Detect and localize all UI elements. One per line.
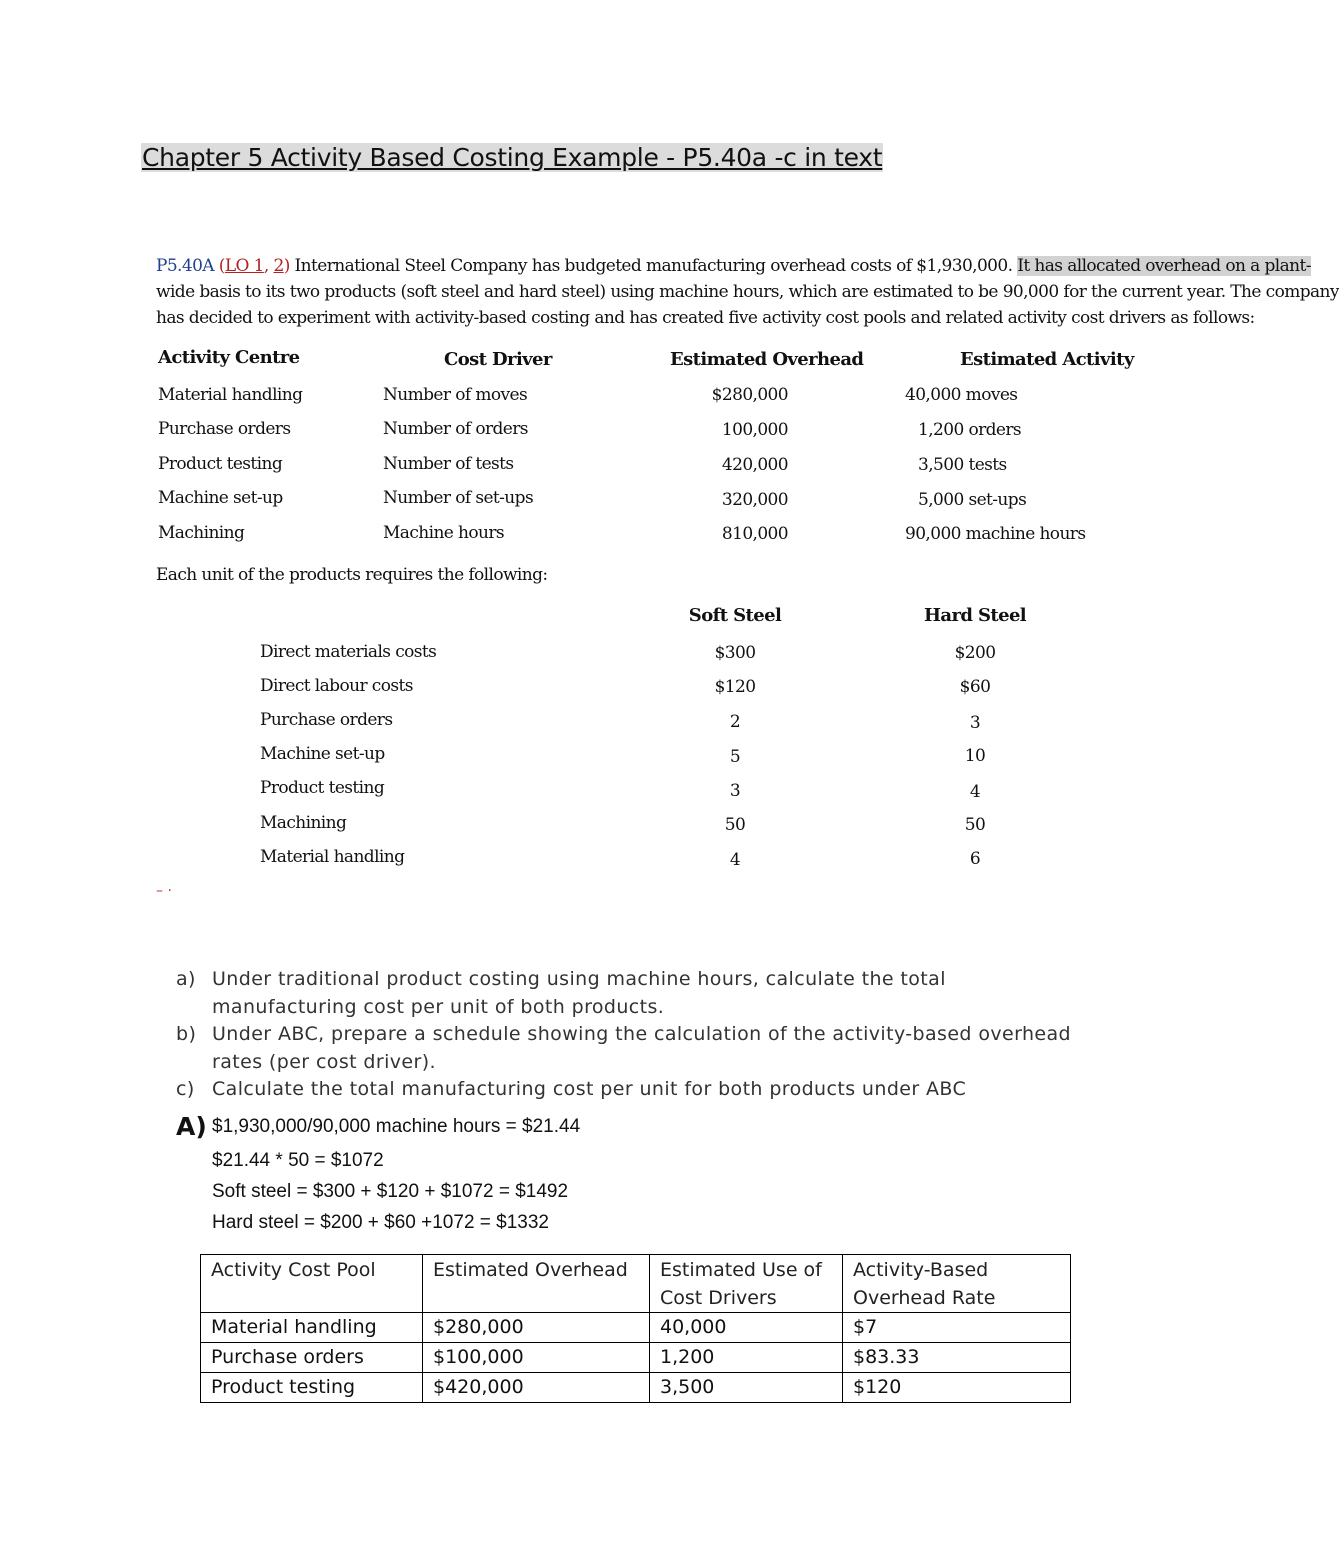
estimated-activity: 40,000 moves	[905, 385, 1018, 405]
cost-driver: Number of orders	[383, 419, 528, 439]
activity-name: Machining	[158, 523, 245, 543]
soft-steel-value: 2	[729, 712, 741, 732]
requirement-name: Direct labour costs	[260, 676, 413, 696]
estimated-overhead: 810,000	[721, 524, 788, 544]
hard-steel-value: 6	[969, 849, 981, 869]
header-cell: Estimated Use of Cost Drivers	[650, 1255, 843, 1313]
table-cell: 40,000	[650, 1313, 843, 1343]
cost-driver: Machine hours	[383, 523, 505, 543]
questions-list	[176, 966, 1072, 1104]
page-title: Chapter 5 Activity Based Costing Example - P5.40a -c in text	[142, 143, 883, 172]
requirement-name: Purchase orders	[260, 710, 393, 730]
highlighted-text: It has allocated overhead on a plant-	[1017, 256, 1311, 276]
hard-steel-value: 50	[964, 815, 986, 835]
soft-steel-value: 5	[729, 747, 741, 767]
table-cell: $420,000	[423, 1373, 650, 1403]
question-label: c)	[176, 1078, 195, 1100]
requirement-name: Machine set-up	[260, 744, 385, 764]
estimated-activity: 3,500 tests	[918, 455, 1007, 475]
estimated-overhead: 420,000	[721, 455, 788, 475]
answer-line: $1,930,000/90,000 machine hours = $21.44	[212, 1116, 581, 1137]
soft-steel-value: 50	[724, 815, 746, 835]
cost-driver: Number of tests	[383, 454, 514, 474]
problem-line-3: has decided to experiment with activity-based costing and has created five activity cost pools and related activity cost drivers as follows:	[156, 308, 1255, 328]
question-text: Calculate the total manufacturing cost per unit for both products under ABC	[212, 1078, 967, 1100]
hard-steel-value: 10	[964, 746, 986, 766]
col-header-estimated-overhead: Estimated Overhead	[670, 349, 864, 370]
estimated-overhead: $280,000	[711, 385, 788, 405]
table-cell: 3,500	[650, 1373, 843, 1403]
soft-steel-value: $300	[714, 643, 756, 663]
col-header-soft-steel: Soft Steel	[688, 605, 782, 626]
estimated-overhead: 100,000	[721, 420, 788, 440]
problem-text: International Steel Company has budgeted manufacturing overhead costs of $1,930,000.	[289, 256, 1018, 276]
question-c	[176, 1076, 1072, 1104]
col-header-estimated-activity: Estimated Activity	[960, 349, 1134, 370]
activity-name: Material handling	[158, 385, 303, 405]
estimated-activity: 5,000 set-ups	[918, 490, 1027, 510]
soft-steel-value: 3	[729, 781, 741, 801]
table-cell: 1,200	[650, 1343, 843, 1373]
col-header-cost-driver: Cost Driver	[444, 349, 552, 370]
answer-line: $21.44 * 50 = $1072	[212, 1150, 384, 1171]
each-unit-text: Each unit of the products requires the following:	[156, 565, 548, 585]
question-text: Under ABC, prepare a schedule showing the calculation of the activity-based overhead rates (per cost driver).	[212, 1023, 1071, 1073]
hard-steel-value: $60	[959, 677, 991, 697]
soft-steel-value: $120	[714, 677, 756, 697]
hard-steel-value: $200	[954, 643, 996, 663]
answer-line: Hard steel = $200 + $60 +1072 = $1332	[212, 1212, 549, 1233]
hard-steel-value: 3	[969, 713, 981, 733]
table-cell: Purchase orders	[201, 1343, 423, 1373]
requirement-name: Material handling	[260, 847, 405, 867]
red-mark: – ·	[156, 883, 172, 899]
estimated-activity: 90,000 machine hours	[905, 524, 1086, 544]
problem-intro	[156, 253, 1339, 331]
table-cell: $83.33	[843, 1343, 1071, 1373]
hard-steel-value: 4	[969, 782, 981, 802]
answer-a	[176, 1112, 876, 1242]
header-cell: Activity-Based Overhead Rate	[843, 1255, 1071, 1313]
table-cell: $7	[843, 1313, 1071, 1343]
table-cell: Material handling	[201, 1313, 423, 1343]
col-header-hard-steel: Hard Steel	[923, 605, 1027, 626]
activity-name: Purchase orders	[158, 419, 291, 439]
problem-line-2: wide basis to its two products (soft steel and hard steel) using machine hours, which are estimated to be 90,000 for the current year. The company	[156, 282, 1339, 302]
cost-driver: Number of moves	[383, 385, 528, 405]
cost-driver: Number of set-ups	[383, 488, 534, 508]
header-cell: Activity Cost Pool	[201, 1255, 423, 1313]
estimated-activity: 1,200 orders	[918, 420, 1022, 440]
question-label: a)	[176, 968, 196, 990]
requirement-name: Direct materials costs	[260, 642, 437, 662]
estimated-overhead: 320,000	[721, 490, 788, 510]
table-row	[201, 1313, 1071, 1343]
question-text: Under traditional product costing using machine hours, calculate the total manufacturing cost per unit of both products.	[212, 968, 946, 1018]
answer-line: Soft steel = $300 + $120 + $1072 = $1492	[212, 1181, 569, 1202]
requirement-name: Product testing	[260, 778, 385, 798]
table-row	[201, 1343, 1071, 1373]
soft-steel-value: 4	[729, 850, 741, 870]
answer-label: A)	[176, 1112, 207, 1141]
table-header-row	[201, 1255, 1071, 1313]
table-row	[201, 1373, 1071, 1403]
problem-line-1	[156, 253, 1311, 279]
problem-id: P5.40A	[156, 256, 214, 276]
question-a	[176, 966, 1072, 1021]
learning-objectives: (LO 1, 2)	[218, 256, 290, 276]
table-cell: $100,000	[423, 1343, 650, 1373]
table-cell: $280,000	[423, 1313, 650, 1343]
table-cell: Product testing	[201, 1373, 423, 1403]
question-label: b)	[176, 1023, 197, 1045]
activity-name: Machine set-up	[158, 488, 283, 508]
activity-name: Product testing	[158, 454, 283, 474]
question-b	[176, 1021, 1072, 1076]
col-header-activity-centre: Activity Centre	[158, 347, 300, 368]
header-cell: Estimated Overhead	[423, 1255, 650, 1313]
requirement-name: Machining	[260, 813, 347, 833]
abc-overhead-rate-table	[200, 1254, 1071, 1403]
table-cell: $120	[843, 1373, 1071, 1403]
